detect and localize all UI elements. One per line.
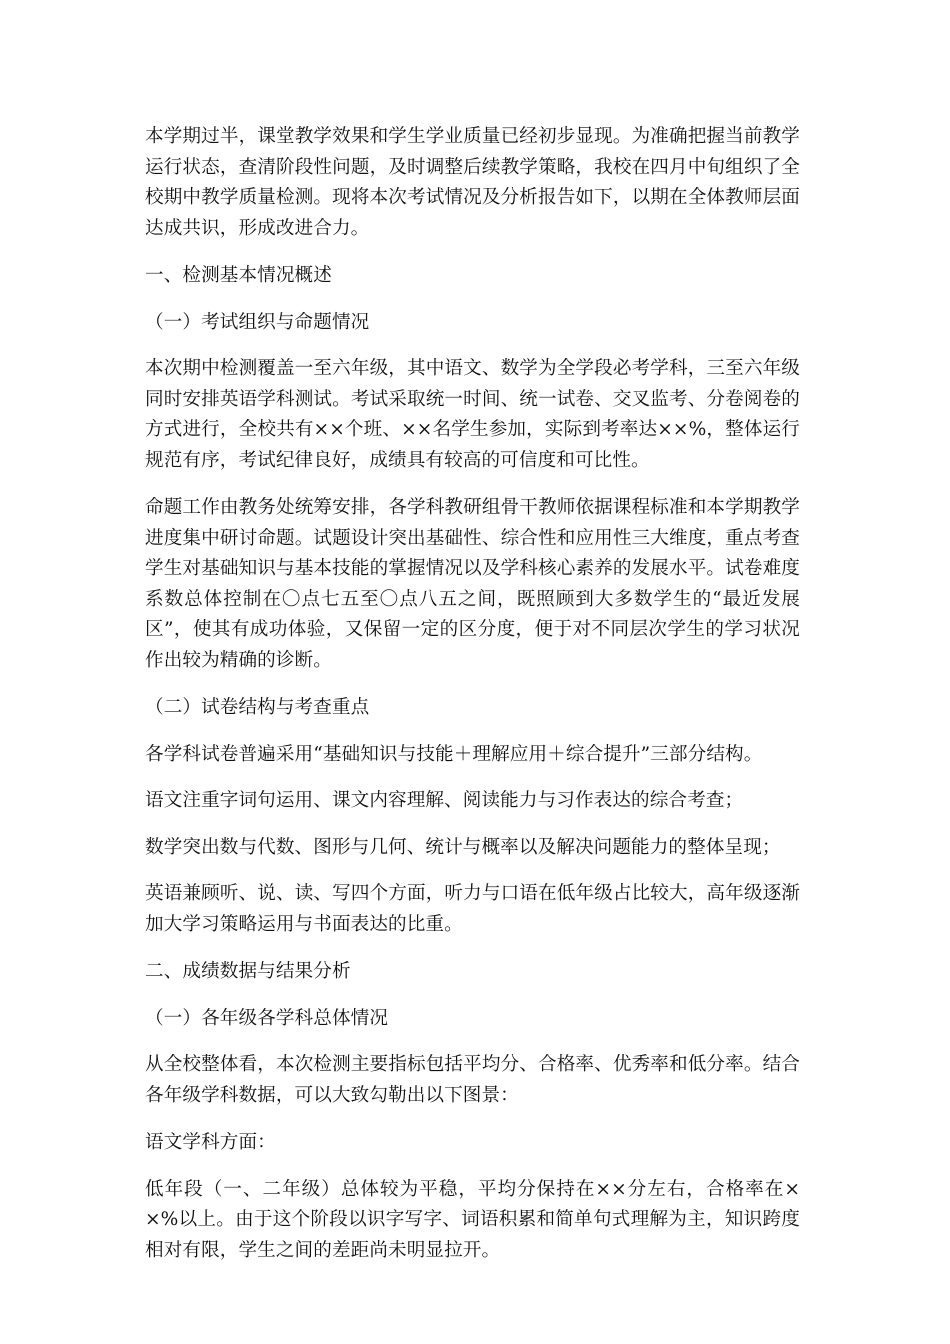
subsection-heading: （一）各年级各学科总体情况: [145, 1007, 389, 1029]
body-paragraph: 英语兼顾听、说、读、写四个方面，听力与口语在低年级占比较大，高年级逐渐加大学习策略运用与书面表达的比重。: [145, 883, 800, 935]
intro-paragraph: 本学期过半，课堂教学效果和学生学业质量已经初步显现。为准确把握当前教学运行状态，查清阶段性问题，及时调整后续教学策略，我校在四月中旬组织了全校期中教学质量检测。现将本次考试情况及分析报告如下，以期在全体教师层面达成共识，形成改进合力。: [145, 126, 800, 239]
body-paragraph: 数学突出数与代数、图形与几何、统计与概率以及解决问题能力的整体呈现；: [145, 836, 781, 858]
section-heading: 二、成绩数据与结果分析: [145, 961, 351, 982]
body-paragraph: 从全校整体看，本次检测主要指标包括平均分、合格率、优秀率和低分率。结合各年级学科数据，可以大致勾勒出以下图景：: [145, 1054, 800, 1106]
body-paragraph: 低年段（一、二年级）总体较为平稳，平均分保持在××分左右，合格率在××%以上。由于这个阶段以识字写字、词语积累和简单句式理解为主，知识跨度相对有限，学生之间的差距尚未明显拉开。: [145, 1178, 800, 1261]
subsection-heading: （一）考试组织与命题情况: [145, 311, 370, 333]
body-paragraph: 语文学科方面：: [145, 1132, 276, 1153]
body-paragraph: 本次期中检测覆盖一至六年级，其中语文、数学为全学段必考学科，三至六年级同时安排英语学科测试。考试采取统一时间、统一试卷、交叉监考、分卷阅卷的方式进行，全校共有××个班、××名学生参加，实际到考率达××%，整体运行规范有序，考试纪律良好，成绩具有较高的可信度和可比性。: [145, 358, 800, 471]
body-paragraph: 各学科试卷普遍采用“基础知识与技能＋理解应用＋综合提升”三部分结构。: [145, 743, 763, 765]
document-body: [145, 122, 800, 1283]
body-paragraph: 语文注重字词句运用、课文内容理解、阅读能力与习作表达的综合考查；: [145, 790, 744, 811]
section-heading: 一、检测基本情况概述: [145, 265, 332, 286]
subsection-heading: （二）试卷结构与考查重点: [145, 697, 370, 718]
body-paragraph: 命题工作由教务处统筹安排，各学科教研组骨干教师依据课程标准和本学期教学进度集中研讨命题。试题设计突出基础性、综合性和应用性三大维度，重点考查学生对基础知识与基本技能的掌握情况以及学科核心素养的发展水平。试卷难度系数总体控制在〇点七五至〇点八五之间，既照顾到大多数学生的“最近发展区”，使其有成功体验，又保留一定的区分度，便于对不同层次学生的学习状况作出较为精确的诊断。: [145, 497, 800, 671]
